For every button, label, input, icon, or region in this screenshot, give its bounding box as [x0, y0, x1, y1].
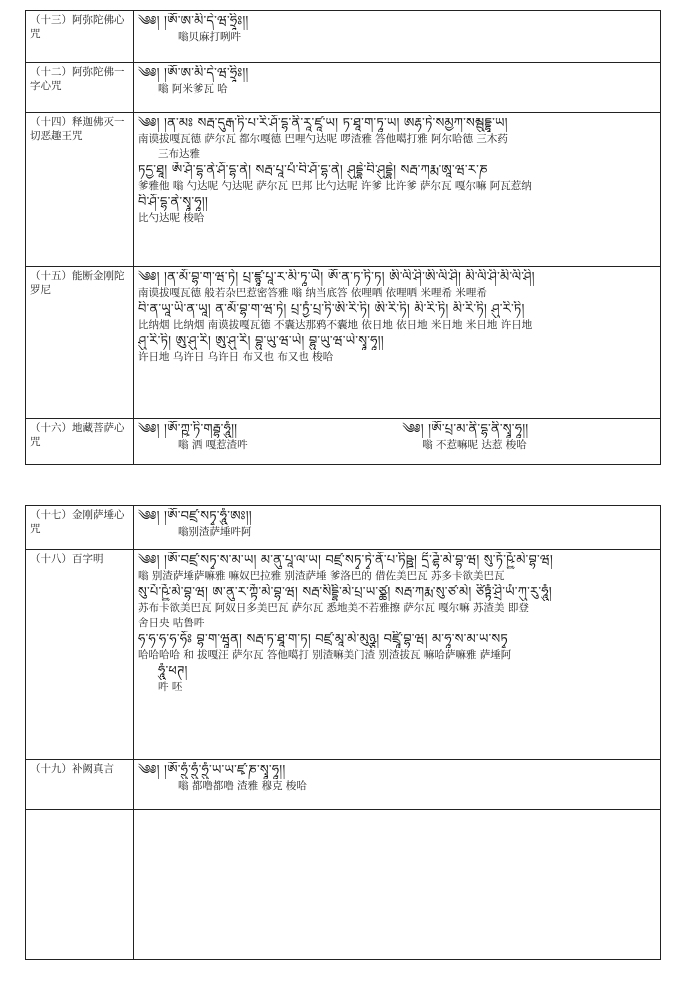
mantra-row-12: [26, 63, 661, 113]
mantra-label: （十五）能断金刚陀罗尼: [26, 267, 134, 419]
mantra-table-1: [25, 10, 661, 465]
mantra-label: （十六）地藏菩萨心咒: [26, 419, 134, 465]
tibetan-text: ༄༅། །ཨོཾ་ཨ་མི་དེ་ཝ་ཧྲཱིཿ།།: [138, 66, 249, 81]
mantra-row-16: [26, 419, 661, 465]
chinese-transliteration: 嗡 洒 嘎惹渣吽: [178, 439, 248, 451]
chinese-transliteration: 嗡 阿米爹瓦 哈: [158, 83, 228, 95]
chinese-transliteration: 爹雅他 嗡 勺达呢 勺达呢 萨尔瓦 巴邦 比勺达呢 许爹 比许爹 萨尔瓦 嘎尔嘛 阿瓦惹纳: [138, 180, 532, 192]
tibetan-text: ༄༅། །ཨོཾ་ཧྲུཾ་ཧྲུཾ་ཧྲུཾ་ཡ་ཡ་ཛྭ་ཎ་སྭཱ་ཧཱ།།: [138, 763, 286, 778]
chinese-transliteration: 吽 呸: [158, 681, 183, 693]
mantra-row-14: [26, 113, 661, 267]
mantra-row-18: [26, 550, 661, 760]
mantra-row-15: [26, 267, 661, 419]
mantra-label: （十七）金刚萨埵心咒: [26, 506, 134, 550]
chinese-transliteration: 嗡 都噜都噜 渣雅 穆克 梭哈: [178, 780, 307, 792]
tibetan-text: ༄༅། །ན་མཿ སརྦ་དུརྒ་ཏི་པ་རི་ཤོ་དྷ་ནི་རཱ་ཛཱ་ཡ། ཏ་ཐཱ་ག་ཏཱ་ཡ། ཨརྷ་ཏེ་སམྱཀ་སམྦུདྡྷཱ་ཡ།: [138, 116, 508, 131]
chinese-transliteration: 舍日央 咕鲁吽: [138, 617, 205, 629]
tibetan-text: ༄༅། །ཨོཾ་བཛྲ་སཏྭ་ས་མ་ཡ། མ་ནུ་པཱ་ལ་ཡ། བཛྲ་སཏྭ་ཏྭེ་ནོ་པ་ཏིཥྛ། དྲྀ་ཌྷོ་མེ་བྷ་ཝ། སུ་ཏོ་ཥྱོ་མེ་བྷ་ཝ།: [138, 553, 553, 568]
chinese-transliteration: 嗡 别渣萨埵萨嘛雅 嘛奴巴拉雅 别渣萨埵 爹洛巴的 借佐美巴瓦 苏多卡欲美巴瓦: [138, 570, 505, 582]
tibetan-text: ཤུ་རི་ཏི། ཨུ་ཤུ་རི། ཨུ་ཤུ་རི། བྷུ་ཡུ་ཝ་ཡེ། བྷུ་ཡུ་ཝ་ཡེ་སྭཱ་ཧཱ།།: [138, 334, 384, 349]
tibetan-text: ༄༅། །ཨོཾ་པྲ་མ་ནི་དྷ་ནི་སྭཱ་ཧཱ།།: [402, 422, 529, 437]
mantra-label: （十三）阿弥陀佛心咒: [26, 11, 134, 63]
tibetan-text: ༄༅། །ན་མོ་བྷ་ག་ཝ་ཏེ། པྲ་ཛྙཱ་པཱ་ར་མི་ཏཱ་ཡཻ། ཨོཾ་ན་ཏ་ཏི་ཏ། ཨི་ལི་ཤི་ཨི་ལི་ཤི། མི་ལི་ཤི་མི་ལི་ཤི།: [138, 270, 535, 285]
mantra-label: （十九）补阙真言: [26, 760, 134, 810]
empty-row: [26, 810, 661, 960]
chinese-transliteration: 哈哈哈哈 和 拔嘎汪 萨尔瓦 答他噶打 别渣嘛美门渣 别渣拔瓦 嘛哈萨嘛雅 萨埵阿: [138, 649, 512, 661]
chinese-transliteration: 三布达雅: [158, 148, 200, 160]
tibetan-text: ཧཱུཾ་ཕཊ།: [158, 664, 188, 679]
mantra-table-2: [25, 505, 661, 960]
tibetan-text: ཧ་ཧ་ཧ་ཧ་ཧོཿ བྷ་ག་ཝཱན། སརྦ་ཏ་ཐཱ་ག་ཏ། བཛྲ་མཱ་མེ་མུཉྩ། བཛྲཱི་བྷ་ཝ། མ་ཧཱ་ས་མ་ཡ་སཏྭ: [138, 632, 508, 647]
mantra-label: （十二）阿弥陀佛一字心咒: [26, 63, 134, 113]
chinese-transliteration: 南谟拔嘎瓦德 萨尔瓦 都尔嘎德 巴哩勺达呢 啰渣雅 答他噶打雅 阿尔哈德 三木药: [138, 133, 508, 145]
tibetan-text: ༄༅། །ཨོཾ་ཨ་མི་དེ་ཝ་ཧྲཱིཿ།།: [138, 14, 249, 29]
chinese-transliteration: 比勺达呢 梭哈: [138, 212, 205, 224]
chinese-transliteration: 比纳烟 比纳烟 南谟拔嘎瓦德 不囊达那鸦不囊地 依日地 依日地 米日地 米日地 许日地: [138, 319, 533, 331]
tibetan-text: ༄༅། །ཨོཾ་བཛྲ་སཏྭ་ཧཱུཾ་ཨཿ།།: [138, 509, 252, 524]
tibetan-text: བི་ན་ཡཱ་ཡི་ན་ཡཱ། ན་མོ་བྷ་ག་ཝ་ཏེ། པྲ་ཏྱཾ་པྲ་ཏི་ཨི་རི་ཏི། ཨི་རི་ཏི། མི་རི་ཏི། མི་རི་ཏི། ཤུ་རི་ཏི།: [138, 302, 525, 317]
chinese-transliteration: 许日地 乌许日 乌许日 布又也 布又也 梭哈: [138, 351, 334, 363]
mantra-row-13: [26, 11, 661, 63]
mantra-label: （十八）百字明: [26, 550, 134, 760]
mantra-row-19: [26, 760, 661, 810]
chinese-transliteration: 南谟拔嘎瓦德 般若杂巴惹密答雅 嗡 纳当底答 依哩哂 依哩哂 米哩希 米哩希: [138, 287, 487, 299]
tibetan-text: སུ་པོ་ཥྱོ་མེ་བྷ་ཝ། ཨ་ནུ་ར་ཀྟོ་མེ་བྷ་ཝ། སརྦ་སིདྡྷིཾ་མེ་པྲ་ཡ་ཙྪ། སརྦ་ཀརྨ་སུ་ཙ་མེ། ཙིཏྟཾ་ཤྲི་ཡཾ་ཀུ་རུ་ཧཱུཾ།: [138, 585, 552, 600]
chinese-transliteration: 嗡贝麻打咧吽: [178, 31, 241, 43]
mantra-label: （十四）释迦佛灭一切恶趣王咒: [26, 113, 134, 267]
tibetan-text: ༄༅། །ཨོཾ་ཀྵ་ཏི་གརྦྷ་ཧཱུཾ།།: [138, 422, 238, 437]
chinese-transliteration: 苏布卡欲美巴瓦 阿奴日多美巴瓦 萨尔瓦 悉地美不若雅擦 萨尔瓦 嘎尔嘛 苏渣美 即登: [138, 602, 529, 614]
tibetan-text: ཏདྱ་ཐཱ། ཨོཾ་ཤོ་དྷ་ནེ་ཤོ་དྷ་ནེ། སརྦ་པཱ་པཾ་བི་ཤོ་དྷ་ནེ། ཤུདྡྷེ་བི་ཤུདྡྷེ། སརྦ་ཀརྨ་ཨཱ་ཝ་ར་ཎ: [138, 163, 488, 178]
tibetan-text: བི་ཤོ་དྷ་ནེ་སྭཱ་ཧཱ།།: [138, 195, 208, 210]
mantra-row-17: [26, 506, 661, 550]
chinese-transliteration: 嗡 不惹嘛呢 达惹 梭哈: [422, 439, 527, 451]
chinese-transliteration: 嗡别渣萨埵吽阿: [178, 526, 252, 538]
